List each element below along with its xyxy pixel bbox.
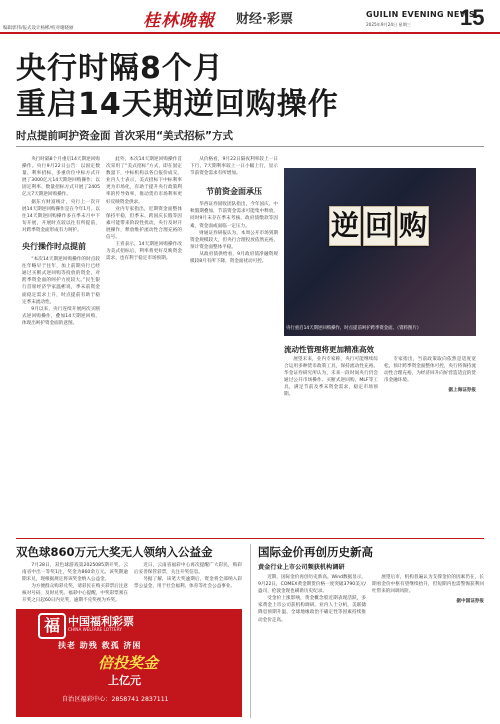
page-number: 15 [460,5,485,30]
ad-phone: 自治区福彩中心：2858741 2837111 [62,696,169,703]
article-column-1 [22,156,100,540]
article-column [284,356,378,532]
photo-character-tile: 购 [397,206,429,246]
section-heading: 节前资金面承压 [206,187,262,197]
article-subhead: 时点提前呵护资金面 首次采用“美式招标”方式 [16,130,233,142]
photo-caption: 央行重启14天期逆回购操作，时点提前呵护跨季资金面。（资料图片） [286,325,422,331]
article-column [258,574,366,718]
article-source: 据中国证券报 [456,599,484,605]
article-column-3 [190,156,278,540]
column-divider [250,544,251,718]
paragraph: 7月28日，双色球游戏第2025085期开奖。云南省中出一等奖1注，奖金为860余万元。该奖期逾期未兑，现根据规定将该奖金纳入公益金。 [22,563,128,583]
masthead [0,0,500,32]
headline-line-1: 央行时隔8个月 [16,51,224,86]
editor-note: 编辑郭伟/报式设计杨彬/校对谢晓丽 [3,26,74,31]
paragraph: 王青表示，14天期逆回购操作改为美式招标后，利率将更好反映资金需求，也有利于稳定市场预期。 [106,242,182,262]
paragraph: 从政府债供给看，9月政府债净融资规模较8月有所下降，资金面扰动可控。 [190,251,278,265]
paragraph: 展望未来，业内专家称，央行可能继续综合运用多种货币政策工具，保持流动性充裕。华金证券研究所认为，未来一段时间央行仍会通过公开市场操作、买断式逆回购、MLF等工具，满足节前及季末资金需求，稳定市场预期。 [284,357,378,398]
photo-character-tile: 回 [363,206,395,246]
paragraph: 9月以来，央行连续开展两次买断式逆回购操作，叠加14天期逆回购，体现出呵护资金面的意图。 [22,306,100,326]
paragraph: 另据了解，该笔大奖逾期后，资金将全部纳入彩票公益金，用于社会福利、体育等社会公益事业。 [134,577,242,590]
section-divider [16,538,484,539]
newspaper-english-name: GUILIN EVENING NEWS [366,10,475,19]
paragraph: 据东方财富统计，央行上一次开展14天期逆回购操作是在今年1月。以往14天期逆回购操作多在季末月中下旬开展，开展时点较以往有所提前，对跨季资金面形成有力呵护。 [22,199,100,233]
paragraph: 业内专家指出，近期资金面整体保持平稳，但季末、跨国庆长假等因素可能带来阶段性扰动，央行及时开展操作，释放维护流动性合理充裕的信号。 [106,206,182,241]
photo-blocks [329,206,429,268]
paragraph: 展望后市，机构普遍认为支撑金价的因素仍在，长期看金价中枢有望继续抬升，但短期内也需警惕获利回吐带来的回调风险。 [372,575,484,595]
paragraph: “本次14天期逆回购操作的时点较往年略早于往年，加上前期央行已经通过买断式逆回购等投放的资金，对跨季资金面的呵护力度较大。”民生银行首席经济学家温彬说，季末前资金面稳定需求上升，时点提前有助于稳定季末流动性。 [22,257,100,305]
section-title: 财经·彩票 [236,12,293,27]
paragraph: 此外，本次14天期逆回购操作首次采用了“美式招标”方式，即在固定数量下，中标机构以各自报价成交。业内人士表示，美式招标下中标利率更为市场化，有助于提升央行政策利率的传导效率，推动货币市场利率更好反映资金供求。 [106,157,182,205]
news-photo [284,168,476,336]
article-title: 双色球860万元大奖无人领纳入公益金 [16,545,213,559]
paragraph: 从价格看，9月22日隔夜利率较上一日下行，7天期利率较上一日小幅上行，显示节前资金需求有所增加。 [190,157,278,177]
paragraph: 华西证券固收团队指出，今年国庆、中秋假期叠加，节前资金需求可能集中释放，同时9月末存在季末考核、政府债缴款等因素，资金面或面临一定压力。 [190,202,278,229]
photo-character-tile: 逆 [329,206,361,246]
headline-line-2: 重启14天期逆回购操作 [16,87,339,122]
subhead-divider [16,146,484,147]
paragraph: 为方便群众购彩兑奖，请彩民在购买彩票后注意核对号码，及时兑奖。福彩中心提醒，中奖彩票须在开奖之日起60日内兑奖，逾期不兑奖视为弃奖。 [22,584,128,604]
article-source: 据上海证券报 [448,388,476,394]
masthead-rule [0,32,500,34]
section-heading: 央行操作时点提前 [22,242,86,252]
article-column [22,562,128,606]
paragraph: 受金价上涨影响，黄金概念股近期表现活跃，多家黄金上市公司获机构调研。业内人士分析，美联储降息预期升温、全球地缘政治不确定性等因素持续推动金价走高。 [258,596,366,623]
article-title: 流动性管理将更加精准高效 [284,345,374,354]
paragraph: 财通证券研报认为，本周公开市场到期资金规模较大，但央行合理投放依然充裕，预计资金面整体平稳。 [190,230,278,250]
paragraph: 近期，国际金价再创历史新高。Wind数据显示，9月22日，COMEX黄金期货价格一度突破3790美元/盎司，伦敦金现也刷新历史纪录。 [258,575,366,595]
article-column [384,356,476,532]
issue-date: 2025年9月24日 星期三 [366,22,412,27]
newspaper-logo: 桂林晚報 [143,11,215,31]
article-column-2 [106,156,182,540]
paragraph: 专家指出，当前政策取向依然是适度宽松，预计跨季资金面整体可控，央行将保持流动性合理充裕，为经济回升向好营造适宜的货币金融环境。 [384,357,476,384]
article-title: 国际金价再创历史新高 [258,545,373,559]
ad-brand-name: 中国福利彩票 [68,615,134,628]
ad-brand-english: CHINA WELFARE LOTTERY [68,627,122,632]
paragraph: 央行时隔8个月重启14天期逆回购操作。央行9月22日公告：以固定数量、利率招标、多重价位中标方式开展了3000亿元14天期逆回购操作；以固定利率、数量招标方式开展了2405亿元7天期逆回购操作。 [22,157,100,198]
article-column [134,562,242,606]
welfare-lottery-logo-icon: 福 [38,613,66,639]
paragraph: 近日，云南省福彩中心再次提醒广大彩民，购彩后妥善保管彩票，关注开奖信息。 [134,563,242,576]
ad-slogan: 扶老 助残 救孤 济困 [58,641,142,650]
ad-game-name: 倍投奖金 [98,654,159,672]
ad-prize: 上亿元 [108,674,141,687]
article-subhead: 黄金行业上市公司频获机构调研 [258,564,345,571]
article-column [372,574,484,718]
